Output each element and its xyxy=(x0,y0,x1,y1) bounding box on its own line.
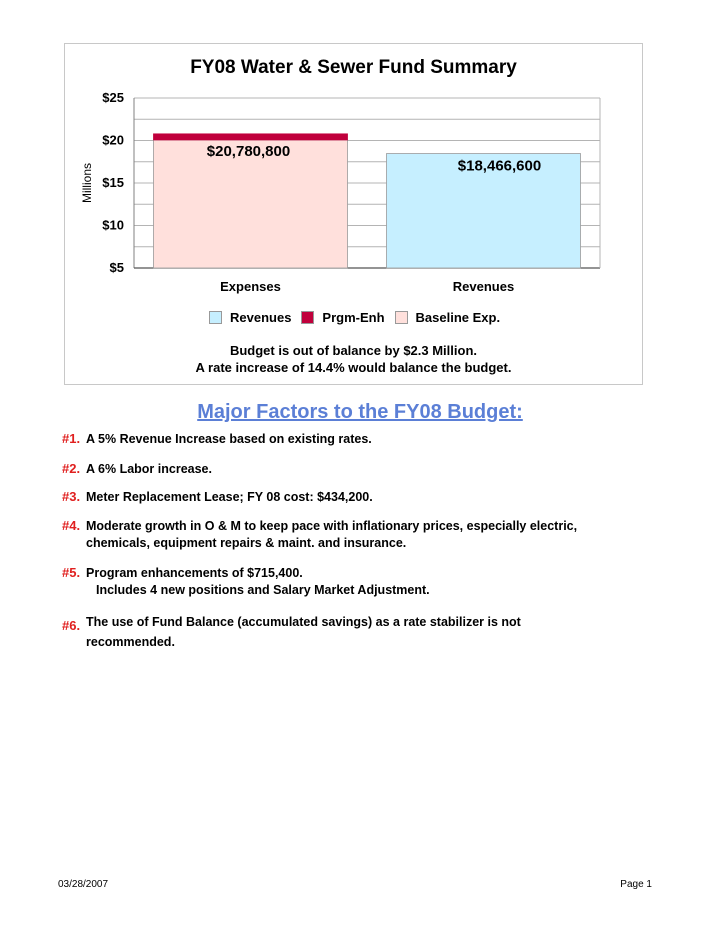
factor-item xyxy=(62,564,662,599)
chart-legend xyxy=(209,310,510,325)
x-tick-label: Expenses xyxy=(220,279,281,294)
factor-text: Program enhancements of $715,400. xyxy=(86,566,303,580)
factor-text: The use of Fund Balance (accumulated savings) as a rate stabilizer is not xyxy=(86,615,521,629)
legend-label-prgm-enh: Prgm-Enh xyxy=(322,310,385,325)
chart-title: FY08 Water & Sewer Fund Summary xyxy=(190,57,517,78)
legend-item-prgm-enh xyxy=(301,310,384,325)
y-tick-label: $15 xyxy=(102,175,124,190)
bar-chart xyxy=(65,44,644,386)
footer-page: Page 1 xyxy=(620,879,652,890)
factor-text: A 6% Labor increase. xyxy=(86,462,212,476)
factors-heading: Major Factors to the FY08 Budget: xyxy=(197,401,523,423)
y-tick-label: $20 xyxy=(102,132,124,148)
chart-panel xyxy=(64,43,643,385)
factor-text: A 5% Revenue Increase based on existing rates. xyxy=(86,432,372,446)
balance-note: Budget is out of balance by $2.3 Million. xyxy=(229,343,478,358)
factor-number: #5. xyxy=(62,565,81,580)
factor-text: Meter Replacement Lease; FY 08 cost: $434,200. xyxy=(86,490,373,504)
bar-prgm-enh-expenses xyxy=(154,134,348,140)
data-label: $20,780,800 xyxy=(206,142,291,160)
factor-number: #2. xyxy=(62,461,81,476)
legend-swatch-prgm-enh xyxy=(301,311,314,324)
legend-item-revenues xyxy=(209,310,291,325)
legend-label-baseline: Baseline Exp. xyxy=(415,310,501,325)
y-axis-label: Millions xyxy=(80,162,94,204)
factor-item xyxy=(62,430,662,448)
factor-number: #3. xyxy=(62,489,81,504)
factor-text-line2: chemicals, equipment repairs & maint. and insurance. xyxy=(86,536,407,550)
factor-text-line2: Includes 4 new positions and Salary Market Adjustment. xyxy=(96,583,430,597)
data-label: $18,466,600 xyxy=(457,157,542,175)
footer-date: 03/28/2007 xyxy=(58,879,109,890)
factor-item xyxy=(62,460,662,478)
y-tick-label: $5 xyxy=(109,260,124,275)
factor-text-line2: recommended. xyxy=(86,635,175,649)
legend-item-baseline xyxy=(395,310,501,325)
factor-text: Moderate growth in O & M to keep pace with inflationary prices, especially electric, xyxy=(86,519,578,533)
rate-note: A rate increase of 14.4% would balance the budget. xyxy=(195,360,512,375)
factor-number: #1. xyxy=(62,431,81,446)
x-tick-label: Revenues xyxy=(452,279,515,294)
factor-number: #4. xyxy=(62,518,81,533)
factor-item xyxy=(62,517,662,552)
legend-swatch-baseline xyxy=(395,311,408,324)
y-tick-label: $10 xyxy=(102,217,124,233)
factor-item xyxy=(62,614,662,651)
legend-swatch-revenues xyxy=(209,311,222,324)
factor-number: #6. xyxy=(62,618,81,633)
y-tick-label: $25 xyxy=(102,90,124,105)
legend-label-revenues: Revenues xyxy=(230,310,292,325)
factor-item xyxy=(62,488,662,506)
